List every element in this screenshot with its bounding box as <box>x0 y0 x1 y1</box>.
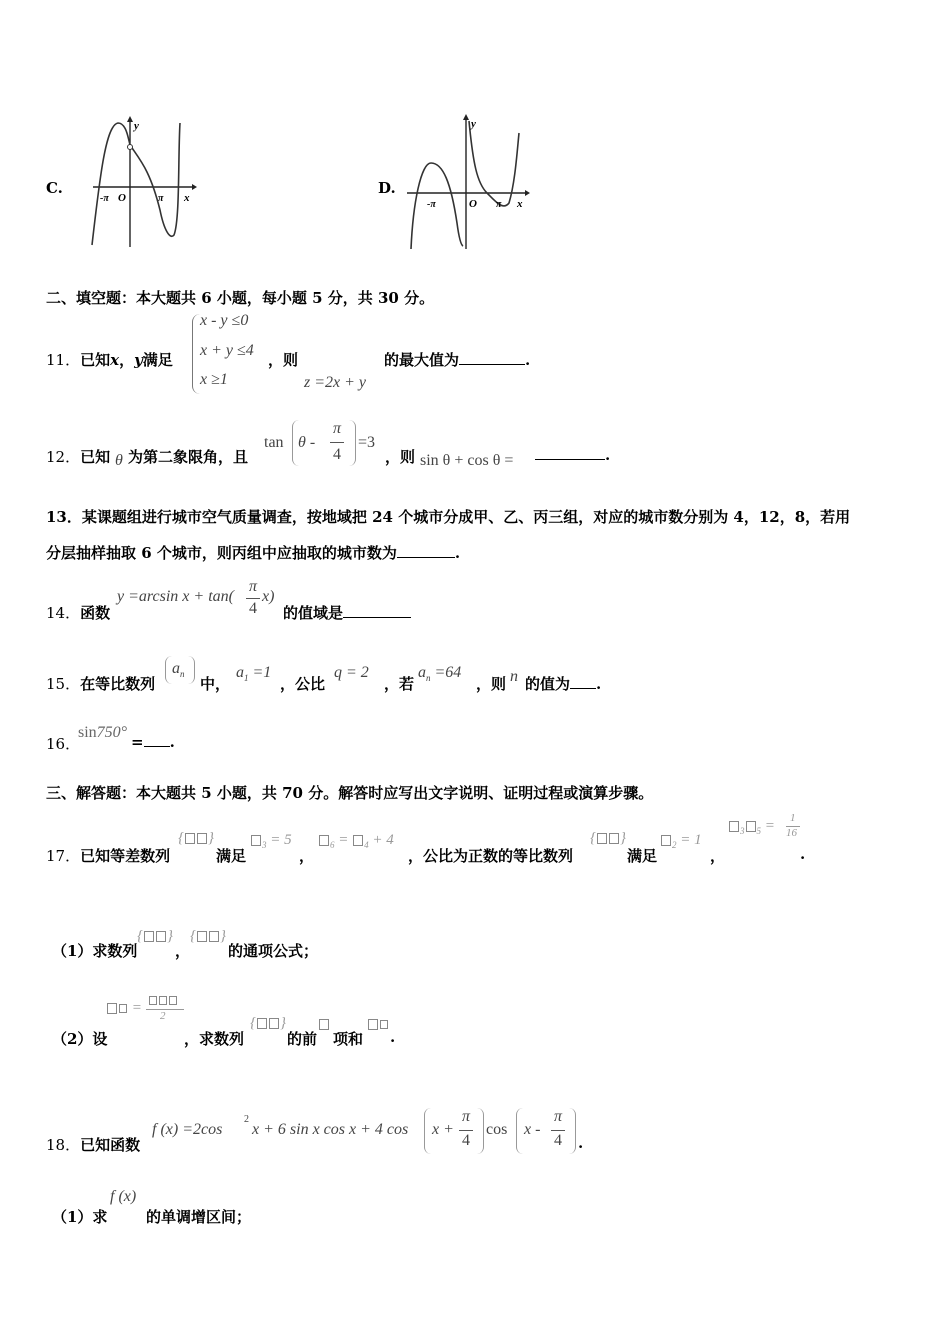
q15-end: . <box>596 675 602 693</box>
q15-text6: 的值为 <box>525 675 571 693</box>
q16-end: . <box>169 733 175 751</box>
q15-an-sub: n <box>426 673 431 684</box>
q18-part1-fx: f (x) <box>110 1188 137 1205</box>
q16-number: 16． <box>46 735 81 753</box>
q11-y: y <box>134 351 143 369</box>
q17-cond4-eq: = <box>764 818 775 834</box>
q12-frac-bar <box>330 442 344 443</box>
q13-end: . <box>454 544 461 562</box>
graph-c-hole <box>128 145 133 150</box>
q17-cond2-sub2: 4 <box>364 840 369 850</box>
q18-frac-bar-1 <box>459 1130 473 1131</box>
q17-part1-sep: ， <box>175 942 191 960</box>
q17-text1: 已知等差数列 <box>80 847 171 865</box>
q11-text2: 满足 <box>142 351 173 369</box>
q12-four: 4 <box>333 446 341 463</box>
q17-part2-n <box>318 1016 330 1033</box>
q15-a1-val: =1 <box>252 664 272 681</box>
q16-answer-blank[interactable] <box>144 733 170 747</box>
q12-theta: θ <box>115 452 123 469</box>
q17-part1-label: （1）求数列 <box>52 942 138 960</box>
q15-a1-sub: 1 <box>244 673 249 684</box>
q15-an-val: =64 <box>434 664 462 681</box>
q17-part2-end: . <box>390 1028 396 1046</box>
q17-frac-den: 16 <box>786 827 797 839</box>
q11-tail <box>384 349 530 370</box>
q15-text5: ，则 <box>476 675 507 693</box>
q15-line <box>46 673 155 694</box>
q18-func-rest: x + 6 sin x cos x + 4 cos <box>252 1121 409 1138</box>
q11-objective: z =2x + y <box>304 374 367 391</box>
q15-seq-a: a <box>172 660 180 677</box>
q17-part2-tail2: 项和 <box>333 1030 364 1048</box>
q17-cond3-sub: 2 <box>672 840 677 850</box>
q17-cond2-box1 <box>319 835 329 846</box>
q15-seq-sub: n <box>180 669 185 680</box>
q11-text1: 已知 <box>80 351 111 369</box>
option-c-label[interactable]: C. <box>46 179 63 197</box>
q17-cond1-val: = 5 <box>270 832 292 848</box>
q17-text3: ，公比为正数的等比数列 <box>408 847 574 865</box>
q15-text1: 在等比数列 <box>80 675 156 693</box>
q18-part1-label: （1）求 <box>52 1208 108 1226</box>
graph-c-pi: π <box>158 193 164 204</box>
q14-expr: y =arcsin x + tan( <box>117 588 234 605</box>
q16-deg: 750° <box>96 724 128 741</box>
q17-cond2-box2 <box>353 835 363 846</box>
q13-line2 <box>46 542 460 563</box>
q14-four: 4 <box>249 600 257 617</box>
q15-number: 15． <box>46 675 81 693</box>
q18-four-1: 4 <box>462 1132 470 1149</box>
q17-part2-num-box1 <box>149 996 157 1005</box>
q11-comma: ， <box>119 351 135 369</box>
graph-d-neg-pi: -π <box>427 199 436 210</box>
q17-part2-num-box3 <box>169 996 177 1005</box>
q14-number: 14． <box>46 604 81 622</box>
q17-end: . <box>800 845 806 863</box>
q17-cond2-plus: + 4 <box>372 832 394 848</box>
q11-x: x <box>110 351 120 369</box>
graph-c-y-arrow <box>127 116 133 122</box>
q12-end: . <box>605 446 611 464</box>
q18-pi-2: π <box>554 1108 563 1125</box>
q18-inner-2: x - <box>524 1121 541 1138</box>
graph-d-x-label: x <box>517 198 523 210</box>
q13-line2-text: 分层抽样抽取 6 个城市，则丙组中应抽取的城市数为 <box>46 544 397 562</box>
q18-cos-2: cos <box>486 1121 508 1138</box>
q14-frac-bar <box>246 598 260 599</box>
q17-seq-b-box1 <box>597 833 607 844</box>
q17-seq-b-box2 <box>609 833 619 844</box>
q12-tan: tan <box>264 434 284 451</box>
q17-part2-tail1: 的前 <box>287 1030 318 1048</box>
q17-part1-seq-a-box2 <box>156 931 166 942</box>
graph-d-y-arrow <box>463 114 469 120</box>
q11-constraint-2: x + y ≤4 <box>200 342 254 359</box>
q18-func-lhs: f (x) =2cos <box>152 1121 223 1138</box>
q16-sin: sin <box>78 724 97 741</box>
q17-part2-seq-box2 <box>269 1018 279 1029</box>
graph-c-origin: O <box>118 192 126 204</box>
q18-part1-tail: 的单调增区间； <box>146 1208 252 1226</box>
q17-part1-seq-b: { } <box>190 928 226 944</box>
graph-c-neg-pi: -π <box>100 193 109 204</box>
q17-part2-num-box2 <box>159 996 167 1005</box>
q16-eq: = <box>131 733 144 751</box>
q17-cond4 <box>728 818 775 836</box>
section-2-heading: 二、填空题：本大题共 6 小题，每小题 5 分，共 30 分。 <box>46 289 435 307</box>
q17-seq-a-box1 <box>185 833 195 844</box>
q11-line <box>46 349 173 370</box>
q12-then: ，则 <box>385 448 416 466</box>
q14-answer-blank[interactable] <box>343 604 411 618</box>
q17-cond4-box2 <box>746 821 756 832</box>
q17-text4: 满足 <box>627 847 658 865</box>
q17-part2-tn-box1 <box>368 1019 378 1030</box>
q12-number: 12． <box>46 448 81 466</box>
graph-d-origin: O <box>469 198 477 210</box>
q15-n: n <box>510 668 518 685</box>
q17-cond3-val: = 1 <box>680 832 702 848</box>
q17-part2-mid: ，求数列 <box>184 1030 245 1048</box>
q12-answer <box>535 446 610 464</box>
q17-cond1-sub: 3 <box>262 840 267 850</box>
q17-part1-seq-a-box1 <box>144 931 154 942</box>
q11-constraint-3: x ≥1 <box>200 371 228 388</box>
q17-part1-seq-a: { } <box>137 928 173 944</box>
q18-pi-1: π <box>462 1108 471 1125</box>
q12-pi: π <box>333 420 342 437</box>
q17-part2-lhs-box1 <box>107 1003 117 1014</box>
graph-c <box>88 115 198 250</box>
q18-inner-1: x + <box>432 1121 454 1138</box>
graph-d-x-arrow <box>525 190 530 196</box>
q17-cond2-eq: = <box>338 832 349 848</box>
q15-q: q = 2 <box>334 664 369 681</box>
q15-tail <box>525 673 601 694</box>
q17-part2-lhs <box>106 1000 142 1017</box>
q14-x: x) <box>262 588 275 605</box>
q17-cond4-sub1: 3 <box>740 826 745 836</box>
q12-eq: =3 <box>358 434 376 451</box>
q11-constraint-1: x - y ≤0 <box>200 312 249 329</box>
q17-cond3-box <box>661 835 671 846</box>
q18-end: . <box>578 1134 584 1152</box>
q11-then: ，则 <box>268 351 299 369</box>
graph-d <box>403 113 533 253</box>
q17-part2-seq-box1 <box>257 1018 267 1029</box>
q18-text1: 已知函数 <box>80 1136 141 1154</box>
q15-text3: ，公比 <box>280 675 326 693</box>
q18-four-2: 4 <box>554 1132 562 1149</box>
q15-a1 <box>236 664 271 683</box>
q18-number: 18． <box>46 1136 81 1154</box>
q17-part2-eq: = <box>131 1000 142 1016</box>
q17-cond2 <box>318 832 394 850</box>
section-3-heading: 三、解答题：本大题共 5 小题，共 70 分。解答时应写出文字说明、证明过程或演算步骤。 <box>46 784 654 802</box>
q17-cond1-box <box>251 835 261 846</box>
q16-expr <box>78 724 127 742</box>
q12-inner: θ - <box>298 434 316 451</box>
graph-c-x-label: x <box>184 192 190 204</box>
q17-part2-tn <box>367 1016 389 1033</box>
q17-part1-seq-b-box1 <box>197 931 207 942</box>
q17-part2-num <box>148 994 178 1006</box>
q17-part1-tail: 的通项公式； <box>228 942 319 960</box>
q17-part2-tn-box2 <box>380 1020 388 1029</box>
q12-answer-blank[interactable] <box>535 446 605 460</box>
graph-c-x-arrow <box>192 184 197 190</box>
q15-an <box>418 664 461 683</box>
q17-part2-n-box <box>319 1019 329 1030</box>
q18-frac-bar-2 <box>551 1130 565 1131</box>
q11-tail-text: 的最大值为 <box>384 351 460 369</box>
q18-line <box>46 1134 140 1155</box>
q17-seq-a: { } <box>178 830 214 846</box>
q17-line <box>46 845 170 866</box>
q17-cond3 <box>660 832 702 850</box>
q14-pi: π <box>249 578 258 595</box>
q15-answer-blank[interactable] <box>570 675 596 689</box>
q17-cond4-sub2: 5 <box>756 826 761 836</box>
q13-answer-blank[interactable] <box>397 544 455 558</box>
graph-d-curve-left <box>411 163 463 249</box>
q17-comma: ， <box>299 847 315 865</box>
q17-frac-num: 1 <box>790 812 796 824</box>
q12-text2: 为第二象限角，且 <box>128 448 249 466</box>
graph-d-pi: π <box>496 199 502 210</box>
q17-part2-lhs-box2 <box>119 1004 127 1013</box>
q16-answer <box>131 733 175 751</box>
q13-line1: 13．某课题组进行城市空气质量调查，按地域把 24 个城市分成甲、乙、丙三组，对应的城市数分别为 4，12，8，若用 <box>46 508 851 526</box>
q11-number: 11． <box>46 351 81 369</box>
q17-cond2-sub1: 6 <box>330 840 335 850</box>
q15-a1-a: a <box>236 664 244 681</box>
q17-cond4-box1 <box>729 821 739 832</box>
q12-expr: sin θ + cos θ = <box>420 452 514 469</box>
q17-number: 17． <box>46 847 81 865</box>
q18-square: 2 <box>244 1114 249 1125</box>
q17-seq-a-box2 <box>197 833 207 844</box>
q17-comma2: ， <box>710 847 726 865</box>
q15-an-a: a <box>418 664 426 681</box>
graph-c-curve <box>92 123 180 245</box>
q17-part1-seq-b-box2 <box>209 931 219 942</box>
q12-text1: 已知 <box>80 448 111 466</box>
q17-text2: 满足 <box>216 847 247 865</box>
q15-seq <box>172 660 185 679</box>
q11-end: . <box>525 351 531 369</box>
q14-text1: 函数 <box>80 604 111 622</box>
q14-tail-text: 的值域是 <box>283 604 344 622</box>
q15-text4: ，若 <box>384 675 415 693</box>
q14-line <box>46 602 110 623</box>
option-d-label[interactable]: D. <box>378 179 396 197</box>
q12-line <box>46 446 110 467</box>
q17-cond1 <box>250 832 292 850</box>
q17-part2-label: （2）设 <box>52 1030 108 1048</box>
q15-text2: 中， <box>200 675 231 693</box>
q17-seq-b: { } <box>590 830 626 846</box>
q14-tail <box>283 602 411 623</box>
graph-d-y-label: y <box>471 118 476 130</box>
q17-part2-den: 2 <box>160 1010 166 1022</box>
graph-c-y-label: y <box>134 120 139 132</box>
q17-part2-seq: { } <box>250 1015 286 1031</box>
q11-answer-blank[interactable] <box>459 351 525 365</box>
